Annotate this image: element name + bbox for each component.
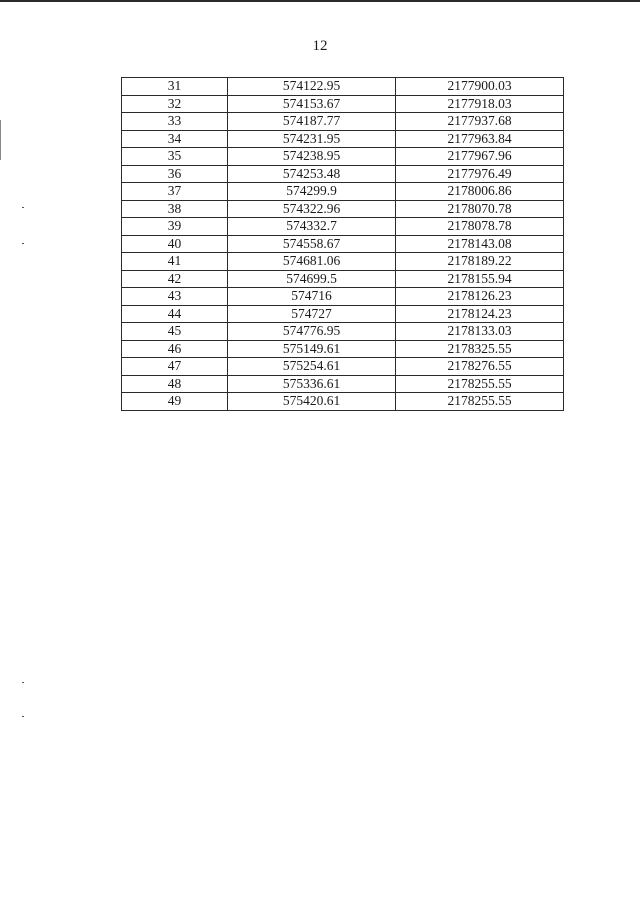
y-coordinate-cell: 2177967.96 <box>396 148 564 166</box>
x-coordinate-cell: 574332.7 <box>228 218 396 236</box>
x-coordinate-cell: 574153.67 <box>228 95 396 113</box>
point-number-cell: 40 <box>122 235 228 253</box>
y-coordinate-cell: 2177937.68 <box>396 113 564 131</box>
y-coordinate-cell: 2177918.03 <box>396 95 564 113</box>
x-coordinate-cell: 574727 <box>228 305 396 323</box>
table-row <box>122 235 564 253</box>
table-row <box>122 78 564 96</box>
y-coordinate-cell: 2178325.55 <box>396 340 564 358</box>
table-row <box>122 130 564 148</box>
y-coordinate-cell: 2177976.49 <box>396 165 564 183</box>
scan-margin-line <box>0 120 1 160</box>
point-number-cell: 43 <box>122 288 228 306</box>
x-coordinate-cell: 574238.95 <box>228 148 396 166</box>
x-coordinate-cell: 574776.95 <box>228 323 396 341</box>
y-coordinate-cell: 2178124.23 <box>396 305 564 323</box>
point-number-cell: 36 <box>122 165 228 183</box>
y-coordinate-cell: 2178255.55 <box>396 375 564 393</box>
x-coordinate-cell: 574122.95 <box>228 78 396 96</box>
y-coordinate-cell: 2177900.03 <box>396 78 564 96</box>
table-row <box>122 165 564 183</box>
table-row <box>122 148 564 166</box>
y-coordinate-cell: 2178255.55 <box>396 393 564 411</box>
point-number-cell: 48 <box>122 375 228 393</box>
x-coordinate-cell: 574187.77 <box>228 113 396 131</box>
point-number-cell: 35 <box>122 148 228 166</box>
point-number-cell: 37 <box>122 183 228 201</box>
y-coordinate-cell: 2178189.22 <box>396 253 564 271</box>
table-row <box>122 95 564 113</box>
x-coordinate-cell: 574299.9 <box>228 183 396 201</box>
point-number-cell: 38 <box>122 200 228 218</box>
margin-mark <box>22 682 24 683</box>
point-number-cell: 39 <box>122 218 228 236</box>
table-row <box>122 305 564 323</box>
margin-mark <box>22 716 24 717</box>
table-row <box>122 218 564 236</box>
point-number-cell: 31 <box>122 78 228 96</box>
point-number-cell: 49 <box>122 393 228 411</box>
point-number-cell: 46 <box>122 340 228 358</box>
coordinates-table <box>121 77 564 411</box>
table-row <box>122 253 564 271</box>
table-row <box>122 375 564 393</box>
point-number-cell: 44 <box>122 305 228 323</box>
table-row <box>122 323 564 341</box>
y-coordinate-cell: 2178126.23 <box>396 288 564 306</box>
y-coordinate-cell: 2178133.03 <box>396 323 564 341</box>
y-coordinate-cell: 2177963.84 <box>396 130 564 148</box>
table-row <box>122 113 564 131</box>
table-row <box>122 288 564 306</box>
x-coordinate-cell: 574231.95 <box>228 130 396 148</box>
y-coordinate-cell: 2178078.78 <box>396 218 564 236</box>
table-row <box>122 200 564 218</box>
y-coordinate-cell: 2178276.55 <box>396 358 564 376</box>
y-coordinate-cell: 2178155.94 <box>396 270 564 288</box>
x-coordinate-cell: 574253.48 <box>228 165 396 183</box>
x-coordinate-cell: 575420.61 <box>228 393 396 411</box>
x-coordinate-cell: 574681.06 <box>228 253 396 271</box>
page-top-edge <box>0 0 640 2</box>
point-number-cell: 47 <box>122 358 228 376</box>
page-number: 12 <box>312 38 328 54</box>
margin-mark <box>22 243 24 244</box>
table-row <box>122 393 564 411</box>
table-row <box>122 358 564 376</box>
x-coordinate-cell: 575149.61 <box>228 340 396 358</box>
point-number-cell: 41 <box>122 253 228 271</box>
x-coordinate-cell: 574322.96 <box>228 200 396 218</box>
x-coordinate-cell: 574558.67 <box>228 235 396 253</box>
point-number-cell: 42 <box>122 270 228 288</box>
x-coordinate-cell: 574699.5 <box>228 270 396 288</box>
x-coordinate-cell: 575336.61 <box>228 375 396 393</box>
point-number-cell: 32 <box>122 95 228 113</box>
y-coordinate-cell: 2178143.08 <box>396 235 564 253</box>
table-row <box>122 340 564 358</box>
margin-mark <box>22 207 24 208</box>
y-coordinate-cell: 2178070.78 <box>396 200 564 218</box>
point-number-cell: 45 <box>122 323 228 341</box>
x-coordinate-cell: 574716 <box>228 288 396 306</box>
point-number-cell: 33 <box>122 113 228 131</box>
coordinates-table-body <box>122 78 564 411</box>
table-row <box>122 270 564 288</box>
table-row <box>122 183 564 201</box>
y-coordinate-cell: 2178006.86 <box>396 183 564 201</box>
point-number-cell: 34 <box>122 130 228 148</box>
x-coordinate-cell: 575254.61 <box>228 358 396 376</box>
